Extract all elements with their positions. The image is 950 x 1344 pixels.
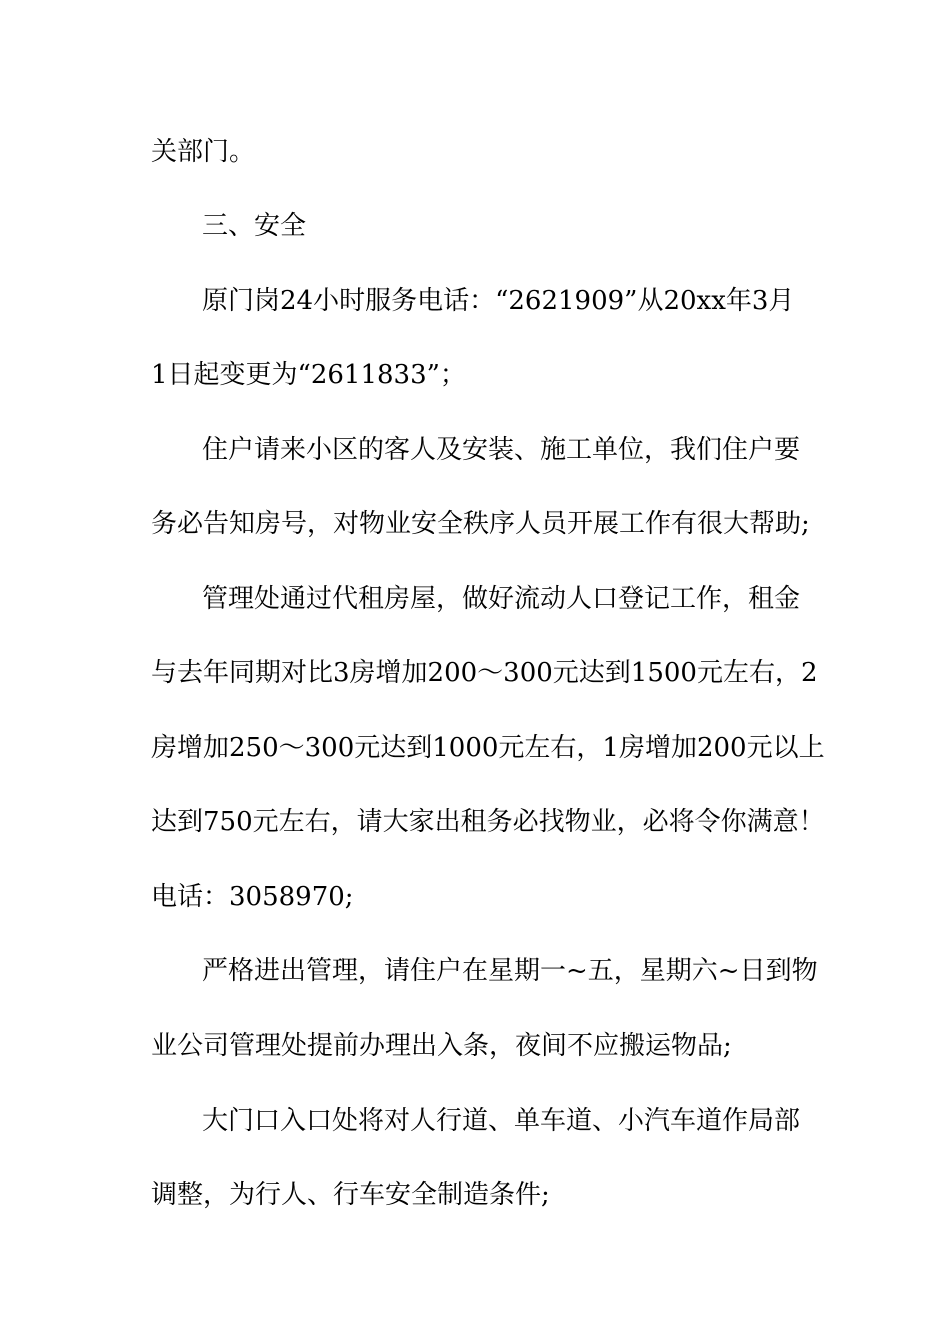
text-line: 与去年同期对比3房增加200～300元达到1500元左右，2 bbox=[151, 658, 818, 688]
text-line: 房增加250～300元达到1000元左右，1房增加200元以上 bbox=[151, 733, 825, 763]
text-line: 1日起变更为“2611833”； bbox=[151, 360, 466, 390]
text-line: 管理处通过代租房屋，做好流动人口登记工作，租金 bbox=[202, 584, 801, 614]
text-line: 关部门。 bbox=[151, 137, 256, 167]
text-line: 电话：3058970; bbox=[151, 882, 354, 912]
text-line: 业公司管理处提前办理出入条，夜间不应搬运物品; bbox=[151, 1031, 732, 1061]
text-line: 达到750元左右，请大家出租务必找物业，必将令你满意！ bbox=[151, 807, 825, 837]
text-line: 调整，为行人、行车安全制造条件; bbox=[151, 1180, 550, 1210]
text-line: 住户请来小区的客人及安装、施工单位，我们住户要 bbox=[202, 435, 801, 465]
text-line: 务必告知房号，对物业安全秩序人员开展工作有很大帮助; bbox=[151, 509, 810, 539]
text-line: 原门岗24小时服务电话：“2621909”从20xx年3月 bbox=[202, 286, 795, 316]
text-line: 严格进出管理，请住户在星期一~五，星期六~日到物 bbox=[202, 956, 818, 986]
section-heading: 三、安全 bbox=[202, 211, 307, 241]
text-line: 大门口入口处将对人行道、单车道、小汽车道作局部 bbox=[202, 1106, 801, 1136]
